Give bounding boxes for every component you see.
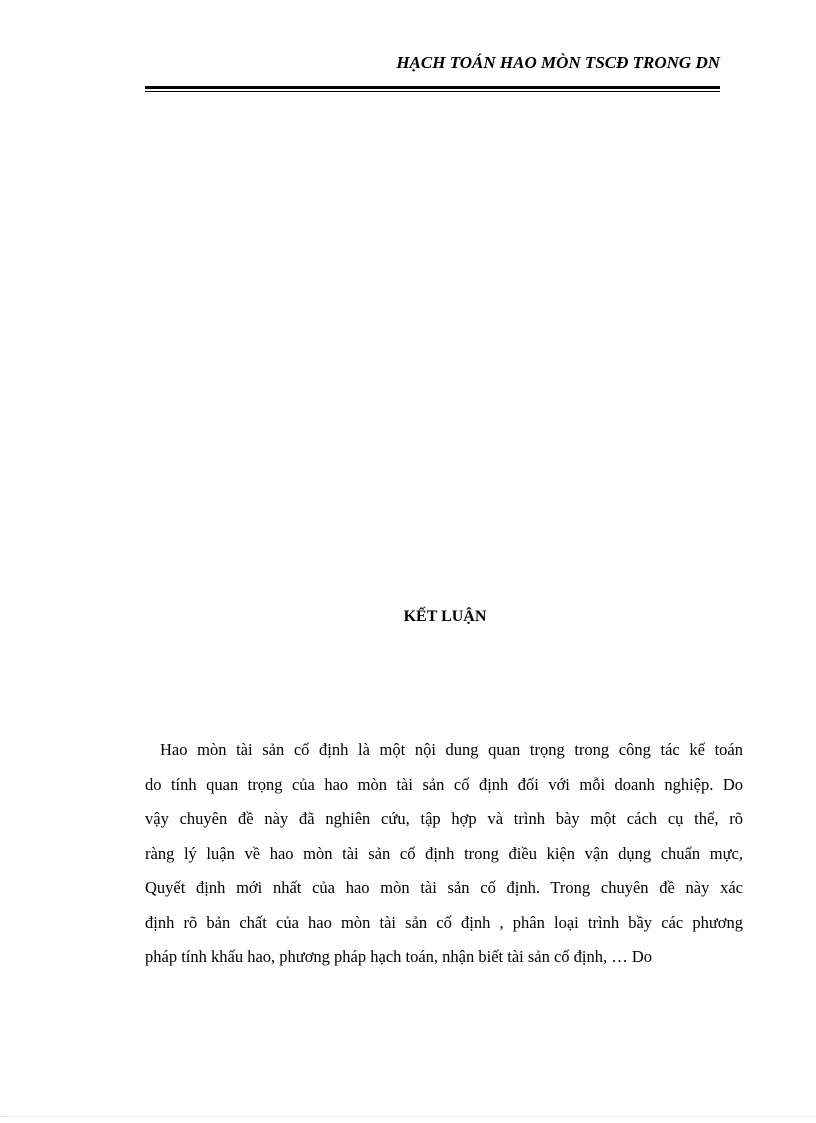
header-double-rule [145, 86, 720, 93]
paragraph-line: Quyết định mới nhất của hao mòn tài sản cố định. Trong chuyên đề này xác [145, 878, 743, 897]
header-rule-thick [145, 86, 720, 89]
running-header-title: HẠCH TOÁN HAO MÒN TSCĐ TRONG DN [396, 53, 720, 72]
paragraph-line: pháp tính khấu hao, phương pháp hạch toán, nhận biết tài sản cố định, … Do [145, 947, 653, 966]
section-title: KẾT LUẬN [403, 608, 487, 625]
header-rule-thin [145, 91, 720, 92]
page-bottom-divider [0, 1116, 816, 1118]
paragraph-line: do tính quan trọng của hao mòn tài sản cố định đối với mỗi doanh nghiệp. Do [145, 774, 743, 794]
paragraph-line: định rõ bản chất của hao mòn tài sản cố định , phân loại trình bầy các phương [145, 912, 743, 932]
paragraph-line: ràng lý luận về hao mòn tài sản cố định trong điều kiện vận dụng chuẩn mực, [145, 843, 743, 863]
paragraph-line: Hao mòn tài sản cố định là một nội dung quan trọng trong công tác kế toán [160, 740, 743, 759]
paragraph-line: vậy chuyên đề này đã nghiên cứu, tập hợp và trình bày một cách cụ thể, rõ [145, 809, 743, 828]
body-paragraph [145, 733, 743, 975]
